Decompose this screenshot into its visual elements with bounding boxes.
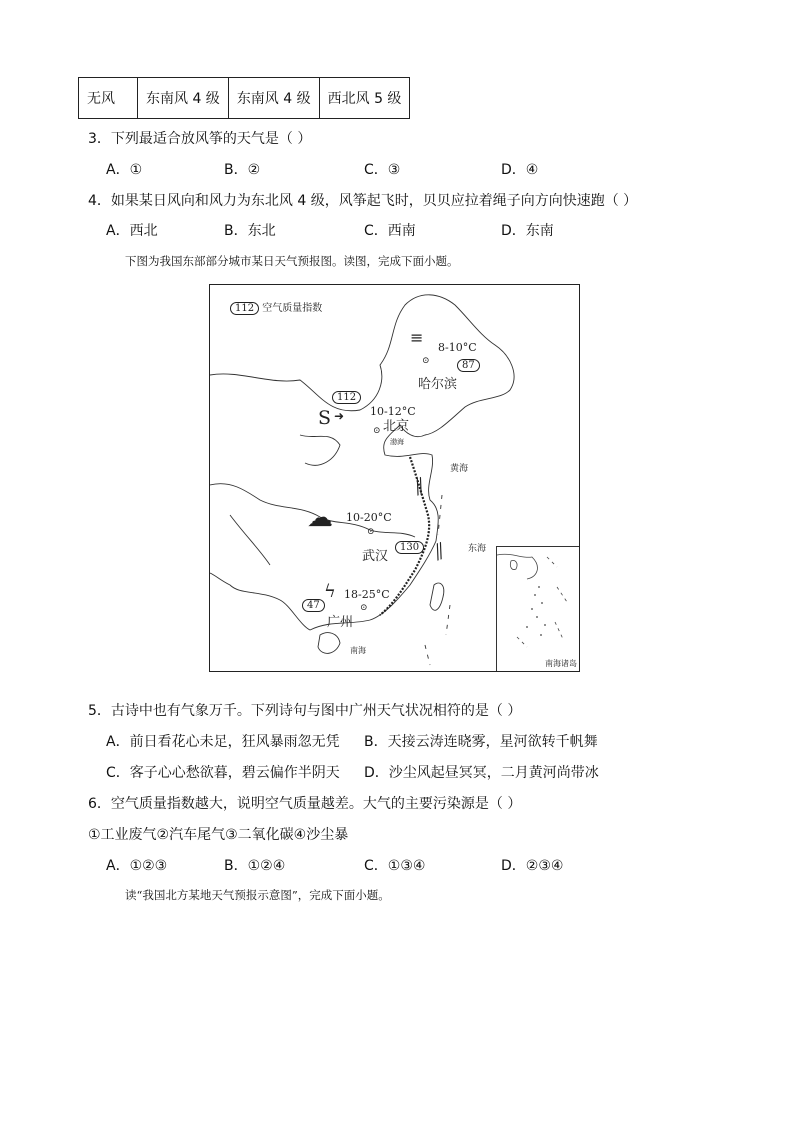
- wuhan-aqi: 130: [395, 541, 424, 554]
- wuhan-name: 武汉: [362, 549, 389, 564]
- lightning-icon: ϟ: [324, 581, 336, 602]
- legend-aqi-oval: 112: [230, 302, 259, 315]
- nanhai-label: 南海: [350, 646, 366, 655]
- legend: [230, 299, 322, 315]
- wind-cell-1: 无风: [79, 78, 138, 119]
- city-dot-icon: ⊙: [367, 527, 375, 537]
- city-dot-icon: ⊙: [373, 426, 381, 436]
- harbin-temp: 8-10°C: [438, 341, 477, 354]
- intro-north-forecast: 读“我国北方某地天气预报示意图”，完成下面小题。: [125, 888, 390, 902]
- south-china-sea-inset: [496, 546, 579, 671]
- q4-option-a: A．西北: [106, 223, 158, 239]
- wind-level-icon-harbin: ≡: [410, 328, 423, 347]
- guangzhou-name: 广州: [327, 615, 354, 630]
- city-dot-icon: ⊙: [422, 356, 430, 366]
- huanghai-label: 黄海: [450, 464, 469, 474]
- bohai-label: 渤海: [390, 438, 404, 446]
- beijing-aqi: 112: [332, 391, 361, 404]
- wuhan-temp: 10-20°C: [346, 511, 392, 524]
- q6-option-c: C．①③④: [364, 858, 426, 874]
- harbin-aqi: 87: [457, 359, 480, 372]
- q3-option-d: D．④: [501, 162, 539, 178]
- wind-table: [78, 77, 410, 119]
- q5-option-b: B．天接云涛连晓雾，星河欲转千帆舞: [364, 734, 598, 750]
- q5-option-d: D．沙尘风起昼冥冥，二月黄河尚带冰: [364, 765, 599, 781]
- wind-cell-3: 东南风 4 级: [228, 78, 319, 119]
- inset-label: 南海诸岛: [545, 659, 577, 668]
- q6-option-a: A．①②③: [106, 858, 168, 874]
- q3-option-a: A．①: [106, 162, 143, 178]
- q6-items: ①工业废气②汽车尾气③二氧化碳④沙尘暴: [88, 827, 349, 843]
- cloudy-sun-icon: ☁: [307, 503, 333, 533]
- q4-option-c: C．西南: [364, 223, 416, 239]
- wind-arrow-icon: ➜: [334, 409, 345, 423]
- dust-storm-icon: S: [318, 407, 332, 429]
- q3-option-b: B．②: [224, 162, 261, 178]
- donghai-label: 东海: [468, 544, 487, 554]
- intro-forecast-map: 下图为我国东部部分城市某日天气预报图。读图，完成下面小题。: [125, 254, 459, 268]
- q6-option-d: D．②③④: [501, 858, 564, 874]
- inset-outline: [497, 547, 579, 671]
- beijing-name: 北京: [383, 419, 410, 434]
- legend-text: 空气质量指数: [262, 303, 323, 314]
- wind-cell-4: 西北风 5 级: [319, 78, 410, 119]
- city-dot-icon: ⊙: [360, 603, 368, 613]
- guangzhou-temp: 18-25°C: [344, 588, 390, 601]
- wind-barb-icon: ⫽: [411, 474, 429, 501]
- q4-stem: 4．如果某日风向和风力为东北风 4 级，风筝起飞时，贝贝应拉着绳子向方向快速跑（ ）: [88, 193, 638, 209]
- guangzhou-aqi: 47: [302, 599, 325, 612]
- wind-barb-icon: ⫽: [431, 539, 449, 566]
- q3-stem: 3．下列最适合放风筝的天气是（ ）: [88, 131, 312, 147]
- q4-option-d: D．东南: [501, 223, 554, 239]
- weather-forecast-map: [209, 284, 580, 672]
- beijing-temp: 10-12°C: [370, 405, 416, 418]
- q5-option-c: C．客子心心愁欲暮，碧云偏作半阴天: [106, 765, 340, 781]
- harbin-name: 哈尔滨: [418, 377, 458, 392]
- q3-option-c: C．③: [364, 162, 401, 178]
- q5-option-a: A．前日看花心未足，狂风暴雨忽无凭: [106, 734, 340, 750]
- q6-stem: 6．空气质量指数越大，说明空气质量越差。大气的主要污染源是（ ）: [88, 796, 522, 812]
- q4-option-b: B．东北: [224, 223, 276, 239]
- q6-option-b: B．①②④: [224, 858, 286, 874]
- wind-cell-2: 东南风 4 级: [138, 78, 229, 119]
- q5-stem: 5．古诗中也有气象万千。下列诗句与图中广州天气状况相符的是（ ）: [88, 703, 522, 719]
